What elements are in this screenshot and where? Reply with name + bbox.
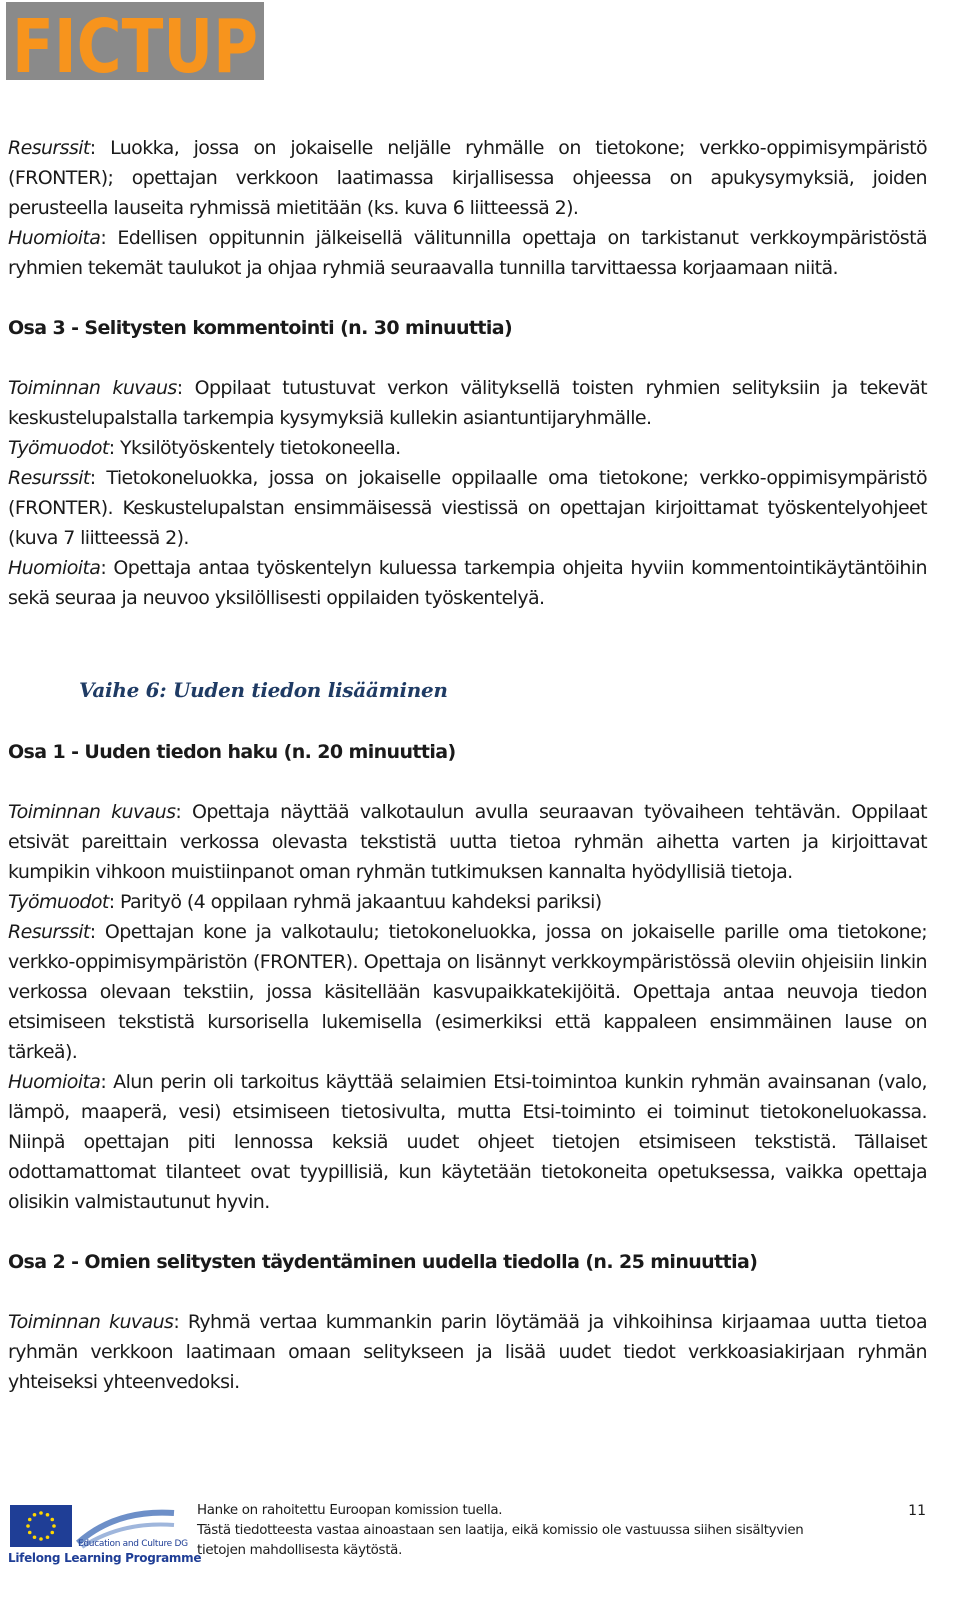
field-text: : Tietokoneluokka, jossa on jokaiselle oppilaalle oma tietokone; verkko-oppimisympäristö (FRONTER). Keskustelupalstan ensimmäisessä viestissä on opettajan kirjoittamat työskentelyohjeet (kuva 7 liitteessä 2). (8, 467, 927, 549)
field-label: Resurssit (8, 467, 90, 489)
paragraph (8, 917, 927, 1067)
phase-heading: Vaihe 6: Uuden tiedon lisääminen (79, 678, 448, 702)
section-heading: Osa 3 - Selitysten kommentointi (n. 30 minuuttia) (8, 317, 513, 339)
field-label: Työmuodot (8, 891, 109, 913)
footer-disclaimer (197, 1501, 847, 1561)
field-label: Työmuodot (8, 437, 109, 459)
field-label: Toiminnan kuvaus (8, 377, 177, 399)
logo-text: FICTUP (12, 4, 258, 90)
paragraph (8, 133, 927, 223)
eu-star-icon (50, 1518, 54, 1522)
paragraph (8, 887, 927, 917)
paragraph (8, 223, 927, 283)
paragraph (8, 373, 927, 433)
footer-line: Tästä tiedotteesta vastaa ainoastaan sen laatija, eikä komissio ole vastuussa siihen sisältyvien (197, 1523, 804, 1538)
eu-star-icon (39, 1537, 43, 1541)
eu-star-icon (33, 1513, 37, 1517)
field-label: Resurssit (8, 921, 90, 943)
eu-star-icon (39, 1511, 43, 1515)
eu-star-icon (28, 1518, 32, 1522)
fictup-logo-graphic (6, 2, 264, 90)
field-text: : Opettaja näyttää valkotaulun avulla seuraavan työvaiheen tehtävän. Oppilaat etsivät pareittain verkossa olevasta tekstistä uutta tietoa ryhmän aihetta varten ja kirjoittavat kumpikin vihkoon muistiinpanot oman ryhmän tutkimuksen kannalta hyödyllisiä tietoja. (8, 801, 928, 883)
spacer (8, 1217, 927, 1247)
paragraph (8, 1307, 927, 1397)
paragraph (8, 797, 927, 887)
field-label: Huomioita (8, 557, 101, 579)
llp-label: Lifelong Learning Programme (8, 1551, 202, 1565)
paragraph (8, 1067, 927, 1217)
eu-star-icon (26, 1524, 30, 1528)
field-label: Toiminnan kuvaus (8, 1311, 174, 1333)
page-footer (0, 1495, 960, 1620)
paragraph (8, 463, 927, 553)
eu-star-icon (46, 1535, 50, 1539)
field-text: : Oppilaat tutustuvat verkon välityksellä toisten ryhmien selityksiin ja tekevät keskustelupalstalla tarkempia kysymyksiä kullekin asiantuntijaryhmälle. (8, 377, 928, 429)
field-label: Huomioita (8, 1071, 101, 1093)
footer-line: tietojen mahdollisesta käytöstä. (197, 1543, 403, 1558)
paragraph (8, 433, 927, 463)
eu-star-icon (46, 1513, 50, 1517)
spacer (8, 1277, 927, 1307)
eu-flag-icon (10, 1505, 72, 1547)
eu-star-icon (28, 1531, 32, 1535)
field-label: Toiminnan kuvaus (8, 801, 176, 823)
spacer (8, 707, 927, 737)
section-heading: Osa 2 - Omien selitysten täydentäminen uudella tiedolla (n. 25 minuuttia) (8, 1251, 758, 1273)
page-number: 11 (908, 1503, 926, 1519)
education-culture-label: Education and Culture DG (78, 1539, 188, 1549)
eu-star-icon (50, 1531, 54, 1535)
footer-line: Hanke on rahoitettu Euroopan komission tuella. (197, 1503, 503, 1518)
field-label: Resurssit (8, 137, 90, 159)
eu-star-icon (52, 1524, 56, 1528)
field-text: : Ryhmä vertaa kummankin parin löytämää ja vihkoihinsa kirjaamaa uutta tietoa ryhmän verkkoon laatimaan omaan selitykseen ja lisää uudet tiedot verkkoasiakirjaan ryhmän yhteiseksi yhteenvedoksi. (8, 1311, 927, 1393)
field-text: : Opettajan kone ja valkotaulu; tietokoneluokka, jossa on jokaiselle parille oma tietokone; verkko-oppimisympäristön (FRONTER). Opettaja on lisännyt verkkoympäristössä oleviin ohjeisiin linkin verkossa olevaan tekstiin, jossa käsitellään kasvupaikkatekijöitä. Opettaja antaa neuvoja tiedon etsimiseen tekstistä kursorisella lukemisella (esimerkiksi että kappaleen ensimmäinen lause on tärkeä). (8, 921, 927, 1063)
field-text: : Parityö (4 oppilaan ryhmä jakaantuu kahdeksi pariksi) (108, 891, 602, 913)
field-label: Huomioita (8, 227, 101, 249)
eu-star-icon (33, 1535, 37, 1539)
section-heading: Osa 1 - Uuden tiedon haku (n. 20 minuuttia) (8, 741, 456, 763)
field-text: : Luokka, jossa on jokaiselle neljälle ryhmälle on tietokone; verkko-oppimisympäristö (FRONTER); opettajan verkkoon laatimassa kirjallisessa ohjeessa on apukysymyksiä, joiden perusteella lauseita ryhmissä mietitään (ks. kuva 6 liitteessä 2). (8, 137, 927, 219)
spacer (8, 613, 927, 673)
paragraph (8, 553, 927, 613)
fictup-logo (6, 2, 264, 90)
spacer (8, 343, 927, 373)
field-text: : Yksilötyöskentely tietokoneella. (108, 437, 401, 459)
field-text: : Alun perin oli tarkoitus käyttää selaimien Etsi-toimintoa kunkin ryhmän avainsanan (valo, lämpö, maaperä, vesi) etsimiseen tietosivulta, mutta Etsi-toiminto ei toiminut tietokoneluokassa. Niinpä opettajan piti lennossa keksiä uudet ohjeet tietojen etsimiseen tekstistä. Tällaiset odottamattomat tilanteet ovat tyypillisiä, kun käytetään tietokoneita opetuksessa, vaikka opettaja olisikin valmistautunut hyvin. (8, 1071, 927, 1213)
field-text: : Opettaja antaa työskentelyn kuluessa tarkempia ohjeita hyviin kommentointikäytäntöihin sekä seuraa ja neuvoo yksilöllisesti oppilaiden työskentelyä. (8, 557, 927, 609)
field-text: : Edellisen oppitunnin jälkeisellä välitunnilla opettaja on tarkistanut verkkoympäristöstä ryhmien tekemät taulukot ja ohjaa ryhmiä seuraavalla tunnilla tarvittaessa korjaamaan niitä. (8, 227, 927, 279)
spacer (8, 767, 927, 797)
document-body (8, 133, 927, 1397)
spacer (8, 283, 927, 313)
